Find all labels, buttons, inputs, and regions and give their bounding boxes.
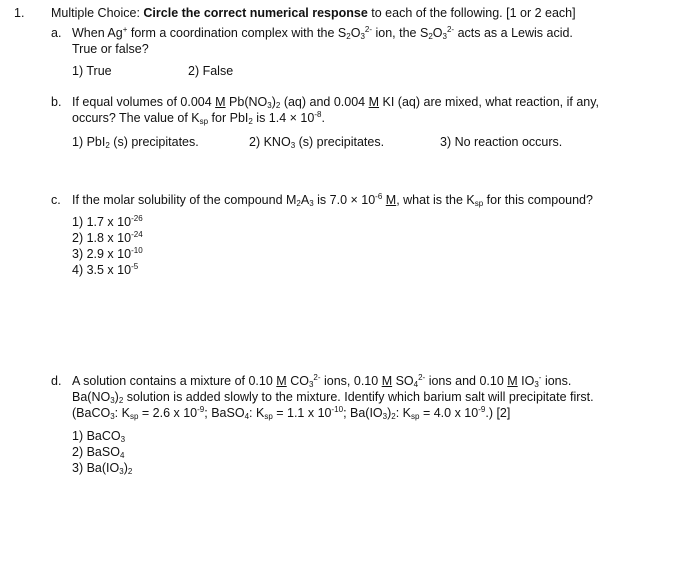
c-molar: M xyxy=(385,193,397,207)
d-exp-1: -9 xyxy=(197,405,205,414)
b-t3: ) xyxy=(271,95,276,109)
part-d-letter: d. xyxy=(51,374,62,388)
part-a-question-line1 xyxy=(72,26,573,41)
d-l3-io3-sub: 3 xyxy=(382,412,388,421)
a-o: O xyxy=(350,26,361,40)
a-o-sub-2: 3 xyxy=(442,32,447,41)
d-l3f: = 1.1 x 10 xyxy=(272,406,332,420)
d-l3-baso4-sub: 4 xyxy=(244,412,250,421)
b-t2: Pb(NO xyxy=(225,95,268,109)
d-t4: SO xyxy=(392,374,414,388)
c-ksp-sub: sp xyxy=(474,199,484,208)
b-t5: KI (aq) are mixed, what reaction, if any, xyxy=(379,95,600,109)
part-d-question-line3 xyxy=(72,406,510,421)
b-line2d: . xyxy=(321,111,325,125)
d-t5: ions and 0.10 xyxy=(425,374,508,388)
d-opt1a: 1) BaCO xyxy=(72,429,121,443)
a-s-sub-2: 2 xyxy=(428,32,433,41)
part-b-question-line1 xyxy=(72,95,599,110)
d-opt2-sub: 4 xyxy=(119,451,125,460)
question-number: 1. xyxy=(14,6,25,20)
a-charge-2: 2- xyxy=(446,25,455,34)
d-ksp-sub-2: sp xyxy=(264,412,273,421)
b-t1: If equal volumes of 0.004 xyxy=(72,95,216,109)
b-opt1-sub: 2 xyxy=(105,141,110,150)
question-intro xyxy=(51,6,576,21)
c-t5: , what is the K xyxy=(396,193,475,207)
d-exp-3: -9 xyxy=(478,405,486,414)
d-t2: CO xyxy=(286,374,309,388)
d-co3-sub: 3 xyxy=(308,380,314,389)
b-ksp-sub: sp xyxy=(199,117,209,126)
b-line2a: occurs? The value of K xyxy=(72,111,200,125)
d-so4-sub: 4 xyxy=(413,380,419,389)
d-io3-sub: 3 xyxy=(534,380,539,389)
part-a-letter: a. xyxy=(51,26,62,40)
d-l2-sub3: 3 xyxy=(110,396,115,405)
d-opt3-sub2: 2 xyxy=(127,467,133,476)
c-t6: for this compound? xyxy=(483,193,593,207)
part-c-option-2[interactable] xyxy=(72,231,143,246)
d-opt2a: 2) BaSO xyxy=(72,445,120,459)
d-opt3a: 3) Ba(IO xyxy=(72,461,120,475)
part-a-option-1[interactable]: 1) True xyxy=(72,64,112,78)
b-opt1b: (s) precipitates. xyxy=(109,135,199,149)
c-t1: If the molar solubility of the compound M xyxy=(72,193,297,207)
part-d-question-line1 xyxy=(72,374,571,389)
d-l3h: ) xyxy=(387,406,392,420)
a-t4: acts as a Lewis acid. xyxy=(454,26,573,40)
part-d-option-1[interactable] xyxy=(72,429,125,444)
b-sub3: 3 xyxy=(267,101,272,110)
a-o-2: O xyxy=(432,26,443,40)
d-molar-3: M xyxy=(507,374,518,388)
d-l3g: ; Ba(IO xyxy=(343,406,383,420)
b-pbi-sub: 2 xyxy=(248,117,253,126)
b-molar-2: M xyxy=(368,95,380,109)
b-line2b: for PbI xyxy=(208,111,249,125)
d-exp-2: -10 xyxy=(331,405,344,414)
c-sub2: 2 xyxy=(296,199,301,208)
d-l3k: .) [2] xyxy=(485,406,511,420)
b-opt1a: 1) PbI xyxy=(72,135,106,149)
part-b-question-line2 xyxy=(72,111,325,126)
part-a-option-2[interactable]: 2) False xyxy=(188,64,234,78)
a-ag-charge: + xyxy=(122,25,128,34)
b-molar-1: M xyxy=(215,95,226,109)
d-ksp-sub-1: sp xyxy=(129,412,139,421)
d-so4-charge: 2- xyxy=(418,373,426,382)
d-l3-io3-sub2: 2 xyxy=(391,412,396,421)
part-b-letter: b. xyxy=(51,95,62,109)
b-sub2: 2 xyxy=(275,101,281,110)
d-l3a: (BaCO xyxy=(72,406,111,420)
d-co3-charge: 2- xyxy=(313,373,321,382)
d-ksp-sub-3: sp xyxy=(411,412,420,421)
part-c-option-3[interactable] xyxy=(72,247,143,262)
part-c-question xyxy=(72,193,593,208)
d-l2a: Ba(NO xyxy=(72,390,111,404)
part-a-question-line2: True or false? xyxy=(72,42,149,56)
d-io3-charge: - xyxy=(538,373,542,382)
c-t2: A xyxy=(300,193,310,207)
c-opt2-base: 2) 1.8 x 10 xyxy=(72,231,132,245)
d-l2c: solution is added slowly to the mixture. Identify which barium salt will precipitate first. xyxy=(123,390,594,404)
d-t1: A solution contains a mixture of 0.10 xyxy=(72,374,277,388)
intro-prefix: Multiple Choice: xyxy=(51,6,144,20)
d-l3i: : K xyxy=(395,406,412,420)
c-opt4-exp: -5 xyxy=(131,262,139,271)
d-opt3-sub3: 3 xyxy=(119,467,124,476)
part-c-letter: c. xyxy=(51,193,61,207)
c-opt3-exp: -10 xyxy=(131,246,143,255)
intro-suffix: to each of the following. [1 or 2 each] xyxy=(367,6,576,20)
intro-bold: Circle the correct numerical response xyxy=(143,6,368,20)
part-c-option-1[interactable] xyxy=(72,215,143,230)
a-s-sub: 2 xyxy=(346,32,351,41)
part-d-question-line2 xyxy=(72,390,594,405)
d-t6: IO xyxy=(517,374,535,388)
part-d-option-3[interactable] xyxy=(72,461,132,476)
d-molar-1: M xyxy=(276,374,287,388)
part-c-option-4[interactable] xyxy=(72,263,138,278)
b-exp: -8 xyxy=(314,110,322,119)
d-l2-sub2: 2 xyxy=(118,396,124,405)
part-d-option-2[interactable] xyxy=(72,445,124,460)
c-opt1-base: 1) 1.7 x 10 xyxy=(72,215,132,229)
a-t3: ion, the S xyxy=(372,26,429,40)
b-opt2b: (s) precipitates. xyxy=(295,135,385,149)
a-t1: When Ag xyxy=(72,26,123,40)
c-t3: is 7.0 × 10 xyxy=(313,193,376,207)
b-t4: (aq) and 0.004 xyxy=(280,95,369,109)
c-opt2-exp: -24 xyxy=(131,230,143,239)
c-opt3-base: 3) 2.9 x 10 xyxy=(72,247,132,261)
d-l3-baco3-sub: 3 xyxy=(110,412,115,421)
d-l3e: : K xyxy=(249,406,265,420)
a-charge: 2- xyxy=(364,25,373,34)
d-l3j: = 4.0 x 10 xyxy=(419,406,479,420)
c-opt1-exp: -26 xyxy=(131,214,143,223)
c-exp: -6 xyxy=(375,192,383,201)
a-t2: form a coordination complex with the S xyxy=(127,26,347,40)
d-opt3b: ) xyxy=(123,461,128,475)
d-t7: ions. xyxy=(541,374,572,388)
c-sub3: 3 xyxy=(309,199,314,208)
part-b-option-1[interactable] xyxy=(72,135,199,150)
d-l3c: = 2.6 x 10 xyxy=(138,406,198,420)
d-l2b: ) xyxy=(114,390,119,404)
b-opt2a: 2) KNO xyxy=(249,135,291,149)
d-t3: ions, 0.10 xyxy=(320,374,382,388)
c-opt4-base: 4) 3.5 x 10 xyxy=(72,263,132,277)
b-line2c: is 1.4 × 10 xyxy=(252,111,315,125)
part-b-option-2[interactable] xyxy=(249,135,384,150)
d-l3b: : K xyxy=(114,406,130,420)
b-opt2-sub: 3 xyxy=(290,141,296,150)
d-molar-2: M xyxy=(381,374,393,388)
d-l3d: ; BaSO xyxy=(204,406,245,420)
d-opt1-sub: 3 xyxy=(120,435,126,444)
a-o-sub: 3 xyxy=(360,32,365,41)
part-b-option-3[interactable]: 3) No reaction occurs. xyxy=(440,135,563,149)
